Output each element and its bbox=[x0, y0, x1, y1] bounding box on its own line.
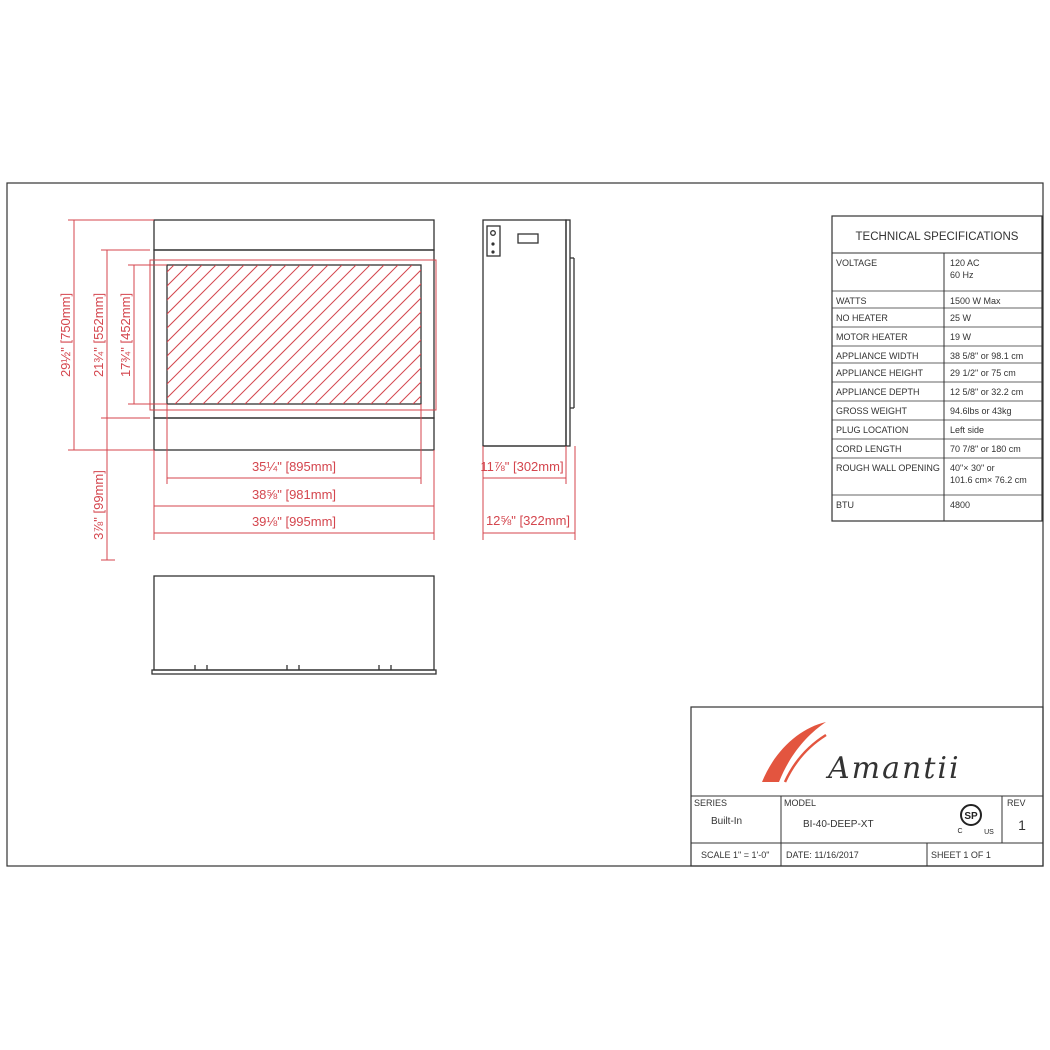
dim-opening-width: 38⅝" [981mm] bbox=[251, 487, 337, 502]
scale-text: SCALE 1" = 1'-0" bbox=[701, 850, 770, 860]
spec-value: 40"× 30" or bbox=[950, 463, 995, 473]
top-view bbox=[152, 576, 436, 674]
spec-label: APPLIANCE HEIGHT bbox=[836, 368, 924, 378]
horizontal-dimensions bbox=[154, 404, 434, 540]
dim-overall-width: 39⅛" [995mm] bbox=[251, 514, 337, 529]
title-block bbox=[691, 707, 1043, 866]
dim-opening-height: 21¾" [552mm] bbox=[91, 292, 106, 378]
amantii-logo bbox=[762, 722, 961, 786]
top-flange bbox=[152, 670, 436, 674]
csa-cert-icon bbox=[957, 805, 994, 836]
model-value: BI-40-DEEP-XT bbox=[803, 819, 874, 830]
top-body bbox=[154, 576, 434, 670]
vent-slot bbox=[518, 234, 538, 243]
spec-value-line2: 60 Hz bbox=[950, 270, 974, 280]
sheet-text: SHEET 1 OF 1 bbox=[931, 850, 991, 860]
spec-value: 25 W bbox=[950, 313, 972, 323]
dim-glass-height: 17¾" [452mm] bbox=[118, 292, 133, 378]
logo-text: Amantii bbox=[828, 751, 961, 786]
side-flange bbox=[566, 220, 570, 446]
dim-body-depth: 11⅞" [302mm] bbox=[480, 459, 564, 474]
dim-glass-width: 35¼" [895mm] bbox=[251, 459, 337, 474]
opening-outline bbox=[150, 260, 436, 410]
spec-label: BTU bbox=[836, 500, 854, 510]
spec-title: TECHNICAL SPECIFICATIONS bbox=[855, 231, 1019, 243]
spec-value: 94.6lbs or 43kg bbox=[950, 406, 1012, 416]
series-label: SERIES bbox=[694, 798, 728, 808]
spec-value: 70 7/8" or 180 cm bbox=[950, 444, 1021, 454]
rev-label: REV bbox=[1007, 798, 1026, 808]
spec-label: APPLIANCE DEPTH bbox=[836, 387, 920, 397]
rev-value: 1 bbox=[1018, 817, 1026, 833]
spec-label: VOLTAGE bbox=[836, 258, 878, 268]
spec-value: 120 AC bbox=[950, 258, 980, 268]
date-text: DATE: 11/16/2017 bbox=[786, 850, 859, 860]
vertical-dimensions bbox=[58, 220, 167, 560]
front-frame bbox=[154, 250, 434, 418]
spec-value: Left side bbox=[950, 425, 985, 435]
spec-value: 4800 bbox=[950, 500, 971, 510]
spec-value: 38 5/8" or 98.1 cm bbox=[950, 351, 1024, 361]
spec-value: 12 5/8" or 32.2 cm bbox=[950, 387, 1024, 397]
spec-value: 19 W bbox=[950, 332, 972, 342]
spec-label: WATTS bbox=[836, 296, 867, 306]
spec-label: MOTOR HEATER bbox=[836, 332, 908, 342]
spec-value-line2: 101.6 cm× 76.2 cm bbox=[950, 475, 1027, 485]
side-view bbox=[480, 220, 575, 540]
spec-value: 1500 W Max bbox=[950, 296, 1001, 306]
dim-overall-depth: 12⅝" [322mm] bbox=[485, 513, 571, 528]
dim-base-height: 3⅞" [99mm] bbox=[91, 470, 106, 540]
cert-c: C bbox=[957, 828, 963, 835]
spec-label: PLUG LOCATION bbox=[836, 425, 909, 435]
spec-label: ROUGH WALL OPENING bbox=[836, 463, 940, 473]
control-knob-icon bbox=[491, 231, 496, 236]
series-value: Built-In bbox=[711, 816, 743, 827]
cert-mark: SP bbox=[964, 811, 978, 822]
spec-label: NO HEATER bbox=[836, 313, 888, 323]
model-label: MODEL bbox=[784, 798, 817, 808]
spec-label: APPLIANCE WIDTH bbox=[836, 351, 919, 361]
dim-overall-height: 29½" [750mm] bbox=[58, 292, 73, 378]
side-body bbox=[483, 220, 566, 446]
cert-us: US bbox=[984, 829, 994, 836]
spec-label: GROSS WEIGHT bbox=[836, 406, 908, 416]
front-base bbox=[154, 418, 434, 450]
spec-label: CORD LENGTH bbox=[836, 444, 902, 454]
spec-table bbox=[832, 216, 1042, 521]
spec-value: 29 1/2" or 75 cm bbox=[950, 368, 1016, 378]
front-top-trim bbox=[154, 220, 434, 250]
